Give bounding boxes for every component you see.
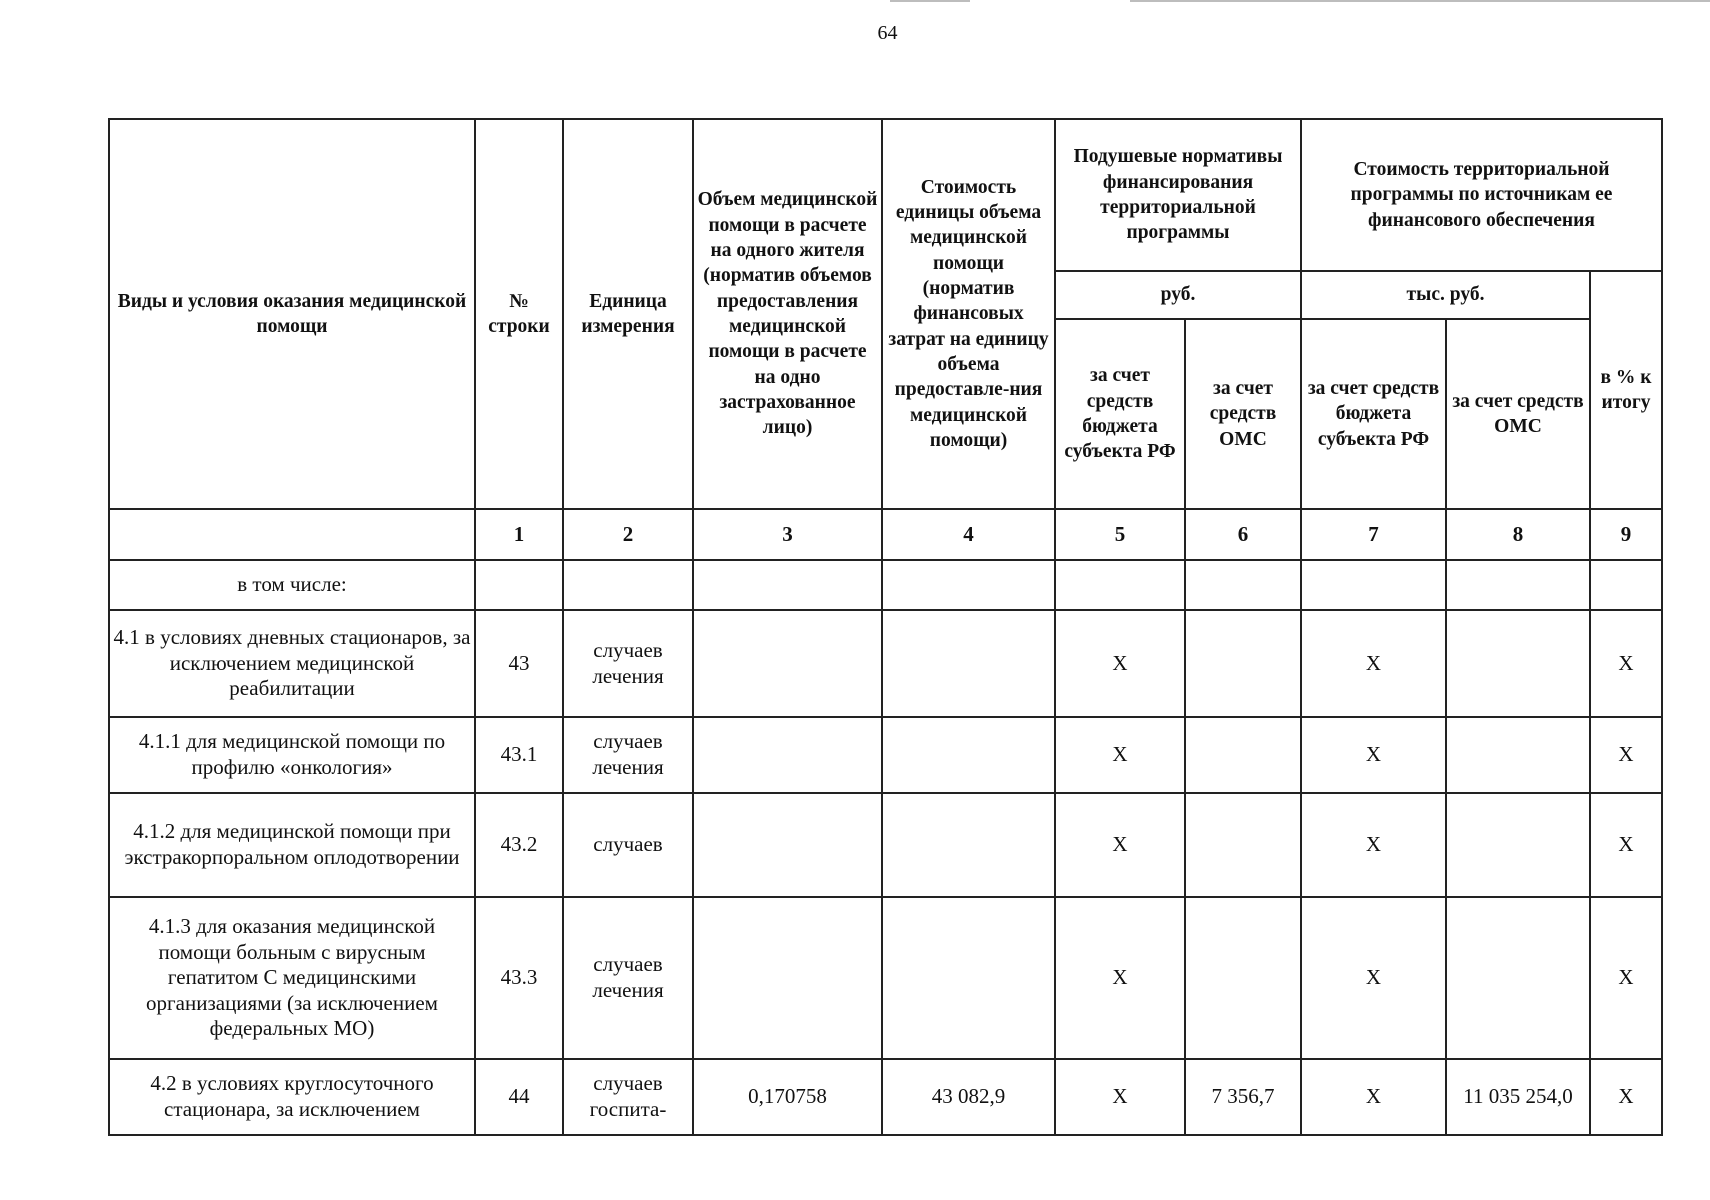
column-number: 1 — [475, 509, 563, 560]
cell-col4 — [882, 793, 1055, 897]
table-row — [109, 560, 1662, 610]
table-row — [109, 610, 1662, 717]
cell-col6 — [1185, 610, 1301, 717]
cell-col7: Х — [1301, 1059, 1446, 1135]
cell-col4 — [882, 610, 1055, 717]
cell-col7 — [1301, 560, 1446, 610]
row-number: 43 — [475, 610, 563, 717]
header-budget-rf: за счет средств бюджета субъекта РФ — [1055, 319, 1185, 509]
row-number: 43.3 — [475, 897, 563, 1059]
cell-col5: Х — [1055, 897, 1185, 1059]
cell-col5: Х — [1055, 1059, 1185, 1135]
cell-col5 — [1055, 560, 1185, 610]
column-number: 3 — [693, 509, 882, 560]
cell-col9: Х — [1590, 717, 1662, 793]
cell-col4 — [882, 897, 1055, 1059]
cell-col9: Х — [1590, 1059, 1662, 1135]
cell-col8 — [1446, 717, 1590, 793]
cell-col6 — [1185, 717, 1301, 793]
cell-col6 — [1185, 560, 1301, 610]
row-number: 43.1 — [475, 717, 563, 793]
table-row — [109, 897, 1662, 1059]
row-number — [475, 560, 563, 610]
header-capita-group: Подушевые нормативы финансирования территориальной программы — [1055, 119, 1301, 271]
cell-col4: 43 082,9 — [882, 1059, 1055, 1135]
cell-col9 — [1590, 560, 1662, 610]
cell-col5: Х — [1055, 793, 1185, 897]
header-oms: за счет средств ОМС — [1185, 319, 1301, 509]
financing-table — [108, 118, 1663, 1136]
header-cost: Стоимость единицы объема медицинской помощи (норматив финансовых затрат на единицу объема предоставле-ния медицинской помощи) — [882, 119, 1055, 509]
header-oms-8: за счет средств ОМС — [1446, 319, 1590, 509]
row-label: 4.1.3 для оказания медицинской помощи больным с вирусным гепатитом С медицинскими организациями (за исключением федеральных МО) — [109, 897, 475, 1059]
header-volume: Объем медицинской помощи в расчете на одного жителя (норматив объемов предоставления медицинской помощи в расчете на одно застрахованное лицо) — [693, 119, 882, 509]
cell-col5: Х — [1055, 610, 1185, 717]
cell-col3 — [693, 610, 882, 717]
row-number: 44 — [475, 1059, 563, 1135]
row-unit: случаев госпита- — [563, 1059, 693, 1135]
cell-col9: Х — [1590, 610, 1662, 717]
cell-col6 — [1185, 897, 1301, 1059]
header-unit-rub: руб. — [1055, 271, 1301, 319]
cell-col4 — [882, 560, 1055, 610]
column-number: 9 — [1590, 509, 1662, 560]
row-number: 43.2 — [475, 793, 563, 897]
row-label: 4.1 в условиях дневных стационаров, за исключением медицинской реабилитации — [109, 610, 475, 717]
cell-col3 — [693, 897, 882, 1059]
table-row — [109, 717, 1662, 793]
cell-col9: Х — [1590, 897, 1662, 1059]
column-number: 4 — [882, 509, 1055, 560]
row-unit: случаев — [563, 793, 693, 897]
row-label: в том числе: — [109, 560, 475, 610]
table-row — [109, 793, 1662, 897]
cell-col8 — [1446, 560, 1590, 610]
cell-col3: 0,170758 — [693, 1059, 882, 1135]
header-percent-total: в % к итогу — [1590, 271, 1662, 509]
row-label: 4.2 в условиях круглосуточного стационара, за исключением — [109, 1059, 475, 1135]
column-number: 8 — [1446, 509, 1590, 560]
header-unit: Единица измерения — [563, 119, 693, 509]
cell-col7: Х — [1301, 610, 1446, 717]
table-row — [109, 1059, 1662, 1135]
column-number: 6 — [1185, 509, 1301, 560]
cell-col3 — [693, 793, 882, 897]
column-number — [109, 509, 475, 560]
cell-col5: Х — [1055, 717, 1185, 793]
scan-artifact-line — [890, 0, 970, 2]
row-label: 4.1.1 для медицинской помощи по профилю «онкология» — [109, 717, 475, 793]
cell-col3 — [693, 717, 882, 793]
cell-col8 — [1446, 897, 1590, 1059]
cell-col7: Х — [1301, 717, 1446, 793]
cell-col8 — [1446, 610, 1590, 717]
header-types: Виды и условия оказания медицинской помощи — [109, 119, 475, 509]
header-row-no: № строки — [475, 119, 563, 509]
row-unit — [563, 560, 693, 610]
row-unit: случаев лечения — [563, 717, 693, 793]
row-label: 4.1.2 для медицинской помощи при экстракорпоральном оплодотворении — [109, 793, 475, 897]
scan-artifact-line — [1130, 0, 1710, 2]
row-unit: случаев лечения — [563, 897, 693, 1059]
header-unit-thousand-rub: тыс. руб. — [1301, 271, 1590, 319]
cell-col6 — [1185, 793, 1301, 897]
row-unit: случаев лечения — [563, 610, 693, 717]
cell-col3 — [693, 560, 882, 610]
page-number: 64 — [877, 22, 898, 44]
cell-col8: 11 035 254,0 — [1446, 1059, 1590, 1135]
column-number: 2 — [563, 509, 693, 560]
cell-col7: Х — [1301, 897, 1446, 1059]
cell-col9: Х — [1590, 793, 1662, 897]
header-budget-rf-7: за счет средств бюджета субъекта РФ — [1301, 319, 1446, 509]
header-program-group: Стоимость территориальной программы по источникам ее финансового обеспечения — [1301, 119, 1662, 271]
cell-col6: 7 356,7 — [1185, 1059, 1301, 1135]
cell-col7: Х — [1301, 793, 1446, 897]
column-number: 5 — [1055, 509, 1185, 560]
cell-col8 — [1446, 793, 1590, 897]
cell-col4 — [882, 717, 1055, 793]
column-number: 7 — [1301, 509, 1446, 560]
